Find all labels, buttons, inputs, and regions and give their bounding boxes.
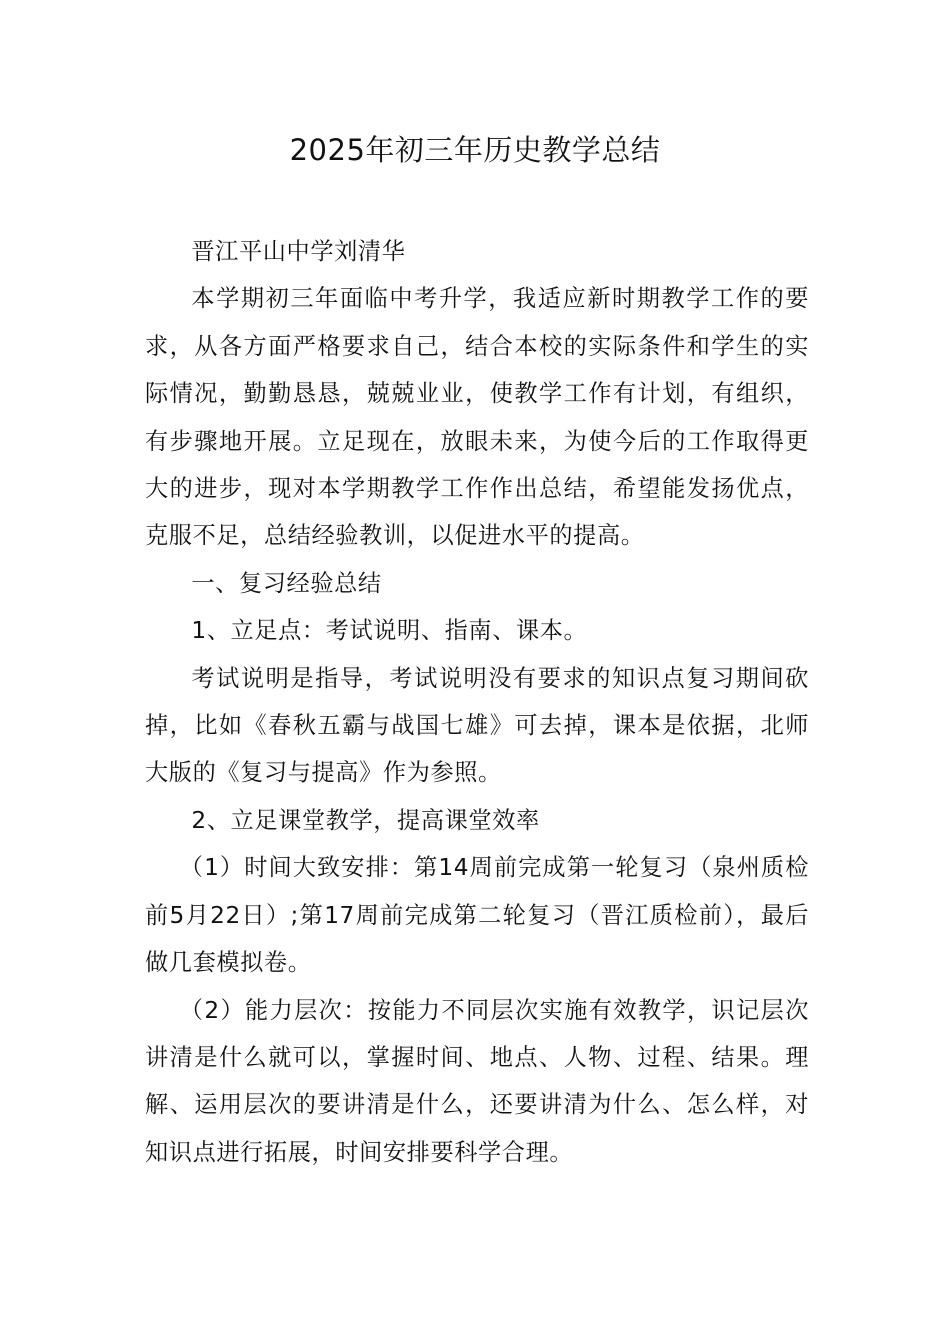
point-1-paragraph: 考试说明是指导，考试说明没有要求的知识点复习期间砍掉，比如《春秋五霸与战国七雄》可去掉，课本是依据，北师大版的《复习与提高》作为参照。	[145, 664, 809, 787]
document-body	[145, 228, 809, 1176]
point-2-heading: 2、立足课堂教学，提高课堂效率	[191, 806, 540, 834]
section-heading-review-experience: 一、复习经验总结	[191, 569, 382, 597]
document-title: 2025年初三年历史教学总结	[289, 133, 661, 167]
subpoint-1-paragraph: （1）时间大致安排：第14周前完成第一轮复习（泉州质检前5月22日）;第17周前完成第二轮复习（晋江质检前），最后做几套模拟卷。	[145, 854, 809, 977]
point-1-heading: 1、立足点：考试说明、指南、课本。	[191, 617, 588, 645]
intro-paragraph: 本学期初三年面临中考升学，我适应新时期教学工作的要求，从各方面严格要求自己，结合本校的实际条件和学生的实际情况，勤勤恳恳，兢兢业业，使教学工作有计划，有组织，有步骤地开展。立足现在，放眼未来，为使今后的工作取得更大的进步，现对本学期教学工作作出总结，希望能发扬优点，克服不足，总结经验教训，以促进水平的提高。	[145, 285, 809, 550]
subpoint-2-paragraph: （2）能力层次：按能力不同层次实施有效教学，识记层次讲清是什么就可以，掌握时间、地点、人物、过程、结果。理解、运用层次的要讲清是什么，还要讲清为什么、怎么样，对知识点进行拓展，时间安排要科学合理。	[145, 996, 809, 1166]
author-line: 晋江平山中学刘清华	[191, 238, 406, 265]
